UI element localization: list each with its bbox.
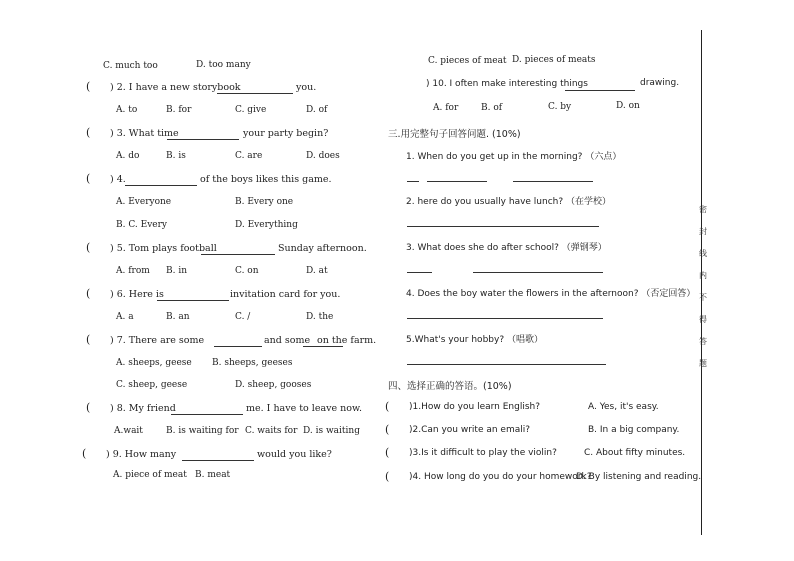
q4-paren: (	[86, 172, 91, 185]
q9-option-d: D. pieces of meats	[512, 55, 596, 65]
q5-after: Sunday afternoon.	[278, 243, 367, 254]
s4-item4-answer: D. By listening and reading.	[576, 472, 702, 482]
q3-stem: ) 3. What time	[110, 128, 179, 139]
s4-item2-question: )2.Can you write an emali?	[409, 425, 531, 435]
s4-item4-question: )4. How long do you do your homework?	[409, 472, 592, 482]
q10-stem: ) 10. I often make interesting things	[426, 79, 588, 89]
q7-option-a: A. sheeps, geese	[116, 358, 192, 368]
q2-blank[interactable]	[217, 93, 293, 94]
q2-option-c: C. give	[235, 105, 267, 115]
q9-paren: (	[82, 447, 87, 460]
s3-a3-line-1[interactable]	[407, 272, 432, 273]
q4-stem: ) 4.	[110, 174, 126, 185]
s3-a1-line-3[interactable]	[513, 181, 593, 182]
s3-a5-line[interactable]	[407, 364, 606, 365]
q7-after: on the farm.	[317, 335, 377, 346]
q4-option-c: B. C. Every	[116, 220, 167, 230]
s3-a1-line-2[interactable]	[427, 181, 487, 182]
q3-option-a: A. do	[116, 151, 140, 161]
q8-option-a: A.wait	[114, 426, 143, 436]
q2-option-d: D. of	[306, 105, 328, 115]
q7-option-c: C. sheep, geese	[116, 380, 188, 390]
q1-option-c: C. much too	[103, 61, 158, 71]
q6-stem: ) 6. Here is	[110, 289, 164, 300]
q5-option-a: A. from	[116, 266, 150, 276]
q9-option-b: B. meat	[195, 470, 231, 480]
q2-after: you.	[296, 82, 317, 93]
seal-char: 不	[699, 293, 707, 302]
q6-option-c: C. /	[235, 312, 251, 322]
s4-item1-answer: A. Yes, it's easy.	[588, 402, 659, 412]
q7-option-b: B. sheeps, geeses	[212, 358, 293, 368]
q2-paren: (	[86, 80, 91, 93]
seal-char: 得	[699, 315, 707, 324]
s3-q2: 2. here do you usually have lunch? （在学校）	[406, 197, 612, 207]
s3-q1: 1. When do you get up in the morning? （六点）	[406, 152, 622, 162]
seal-char: 题	[699, 359, 707, 368]
q9-option-c: C. pieces of meat	[428, 56, 507, 66]
q6-option-b: B. an	[166, 312, 190, 322]
q10-option-b: B. of	[481, 103, 503, 113]
q7-paren: (	[86, 333, 91, 346]
s3-a3-line-2[interactable]	[473, 272, 603, 273]
section4-title: 四、选择正确的答语。(10%)	[388, 381, 512, 392]
seal-char: 封	[699, 227, 707, 236]
q8-option-d: D. is waiting	[303, 426, 360, 436]
q3-blank[interactable]	[167, 139, 239, 140]
seal-char: 内	[699, 271, 707, 280]
q8-paren: (	[86, 401, 91, 414]
q4-blank[interactable]	[125, 185, 197, 186]
s3-q4: 4. Does the boy water the flowers in the afternoon? （否定回答）	[406, 289, 696, 299]
seal-char: 线	[699, 249, 707, 258]
q6-option-a: A. a	[116, 312, 134, 322]
s3-a4-line[interactable]	[407, 318, 603, 319]
q5-paren: (	[86, 241, 91, 254]
s4-item2-paren: (	[385, 423, 390, 436]
q4-option-b: B. Every one	[235, 197, 294, 207]
s4-item2-answer: B. In a big company.	[588, 425, 680, 435]
q7-blank-1[interactable]	[214, 346, 262, 347]
q8-option-c: C. waits for	[245, 426, 298, 436]
q8-option-b: B. is waiting for	[166, 426, 239, 436]
q4-option-a: A. Everyone	[116, 197, 172, 207]
q5-stem: ) 5. Tom plays football	[110, 243, 217, 254]
q9-after: would you like?	[257, 449, 332, 460]
q10-after: drawing.	[640, 78, 680, 88]
q9-stem: ) 9. How many	[106, 449, 177, 460]
s4-item1-question: )1.How do you learn English?	[409, 402, 541, 412]
q7-mid: and some	[264, 335, 311, 346]
q3-option-c: C. are	[235, 151, 263, 161]
q5-option-b: B. in	[166, 266, 188, 276]
q5-option-d: D. at	[306, 266, 328, 276]
q9-option-a: A. piece of meat	[113, 470, 187, 480]
q4-option-d: D. Everything	[235, 220, 298, 230]
q7-option-d: D. sheep, gooses	[235, 380, 312, 390]
s3-a1-line-1[interactable]	[407, 181, 419, 182]
q1-option-d: D. too many	[196, 60, 251, 70]
q3-option-d: D. does	[306, 151, 340, 161]
q10-option-a: A. for	[433, 103, 459, 113]
q3-option-b: B. is	[166, 151, 186, 161]
q6-after: invitation card for you.	[230, 289, 341, 300]
q8-blank[interactable]	[171, 414, 243, 415]
q5-option-c: C. on	[235, 266, 259, 276]
q5-blank[interactable]	[201, 254, 275, 255]
s3-a2-line[interactable]	[407, 226, 599, 227]
section3-title: 三.用完整句子回答问题. (10%)	[388, 129, 521, 140]
s4-item3-question: )3.Is it difficult to play the violin?	[409, 448, 557, 458]
seal-char: 密	[699, 205, 707, 214]
q9-blank[interactable]	[182, 460, 254, 461]
s4-item3-answer: C. About fifty minutes.	[584, 448, 686, 458]
seal-char: 答	[699, 337, 707, 346]
q3-paren: (	[86, 126, 91, 139]
q10-option-d: D. on	[616, 101, 640, 111]
q8-after: me. I have to leave now.	[246, 403, 362, 414]
q2-option-b: B. for	[166, 105, 192, 115]
s3-q3: 3. What does she do after school? （弹钢琴）	[406, 243, 607, 253]
binding-fold-line	[701, 30, 702, 535]
q6-option-d: D. the	[306, 312, 334, 322]
q8-stem: ) 8. My friend	[110, 403, 176, 414]
s4-item3-paren: (	[385, 446, 390, 459]
q10-blank[interactable]	[565, 90, 635, 91]
q2-option-a: A. to	[116, 105, 138, 115]
q7-blank-2[interactable]	[303, 346, 343, 347]
q6-blank[interactable]	[157, 300, 229, 301]
q10-option-c: C. by	[548, 102, 572, 112]
q4-after: of the boys likes this game.	[200, 174, 332, 185]
s4-item1-paren: (	[385, 400, 390, 413]
s3-q5: 5.What's your hobby? （唱歌）	[406, 335, 543, 345]
q3-after: your party begin?	[243, 128, 329, 139]
q2-stem: ) 2. I have a new storybook	[110, 82, 241, 93]
q6-paren: (	[86, 287, 91, 300]
q7-stem: ) 7. There are some	[110, 335, 205, 346]
s4-item4-paren: (	[385, 470, 390, 483]
